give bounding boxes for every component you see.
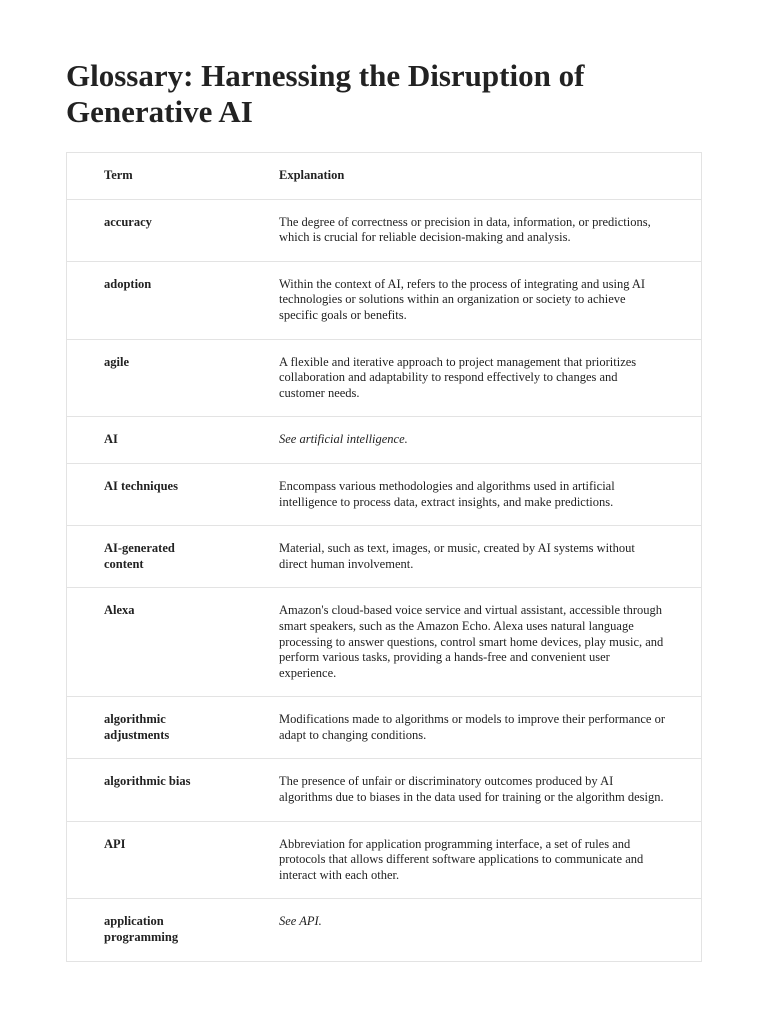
term-text: agile [104,354,129,369]
term-cell [67,261,280,339]
term-text: accuracy [104,214,152,229]
table-row [67,199,702,261]
term-text: adoption [104,276,152,291]
term-text: Alexa [104,603,135,618]
table-row [67,759,702,821]
term-text: AI-generated content [104,541,175,571]
table-row [67,261,702,339]
column-header-term: Term [67,153,280,200]
term-text: algorithmic bias [104,774,191,789]
term-cell [67,463,280,525]
table-row [67,899,702,961]
term-cell [67,899,280,961]
table-row [67,463,702,525]
term-text: application programming [104,914,179,945]
table-row [67,588,702,697]
explanation-cell: A flexible and iterative approach to project management that prioritizes collaboration and adaptability to respond effectively to changes and customer needs. [279,339,702,417]
explanation-cell: Within the context of AI, refers to the process of integrating and using AI technologies or solutions within an organization or society to achieve specific goals or benefits. [279,261,702,339]
term-cell [67,821,280,899]
column-header-explanation: Explanation [279,153,702,200]
term-cell [67,697,280,759]
explanation-cell: Modifications made to algorithms or models to improve their performance or adapt to changing conditions. [279,697,702,759]
page-title: Glossary: Harnessing the Disruption of Generative AI [66,58,585,129]
table-row [67,417,702,464]
table-row [67,526,702,588]
term-cell [67,759,280,821]
table-row [67,697,702,759]
explanation-cell: See API. [279,899,702,961]
term-text: API [104,836,126,851]
term-text: AI techniques [104,478,178,493]
explanation-cell: Amazon's cloud-based voice service and virtual assistant, accessible through smart speakers, such as the Amazon Echo. Alexa uses natural language processing to answer questions, control smart home devices, play music, and perform various tasks, providing a hands-free and convenient user experience. [279,588,702,697]
table-header-row [67,153,702,200]
explanation-cell: Encompass various methodologies and algorithms used in artificial intelligence to process data, extract insights, and make predictions. [279,463,702,525]
term-cell [67,199,280,261]
term-cell [67,417,280,464]
explanation-cell: Abbreviation for application programming interface, a set of rules and protocols that allows different software applications to communicate and interact with each other. [279,821,702,899]
table-row [67,821,702,899]
term-text: algorithmic adjustments [104,712,170,742]
glossary-table [66,152,702,962]
glossary-body [67,199,702,961]
explanation-cell: The presence of unfair or discriminatory outcomes produced by AI algorithms due to biases in the data used for training or the algorithm design. [279,759,702,821]
term-text: AI [104,432,118,447]
term-cell [67,339,280,417]
explanation-cell: See artificial intelligence. [279,417,702,464]
table-row [67,339,702,417]
term-cell [67,588,280,697]
term-cell [67,526,280,588]
explanation-cell: The degree of correctness or precision in data, information, or predictions, which is crucial for reliable decision-making and analysis. [279,199,702,261]
explanation-cell: Material, such as text, images, or music, created by AI systems without direct human involvement. [279,526,702,588]
